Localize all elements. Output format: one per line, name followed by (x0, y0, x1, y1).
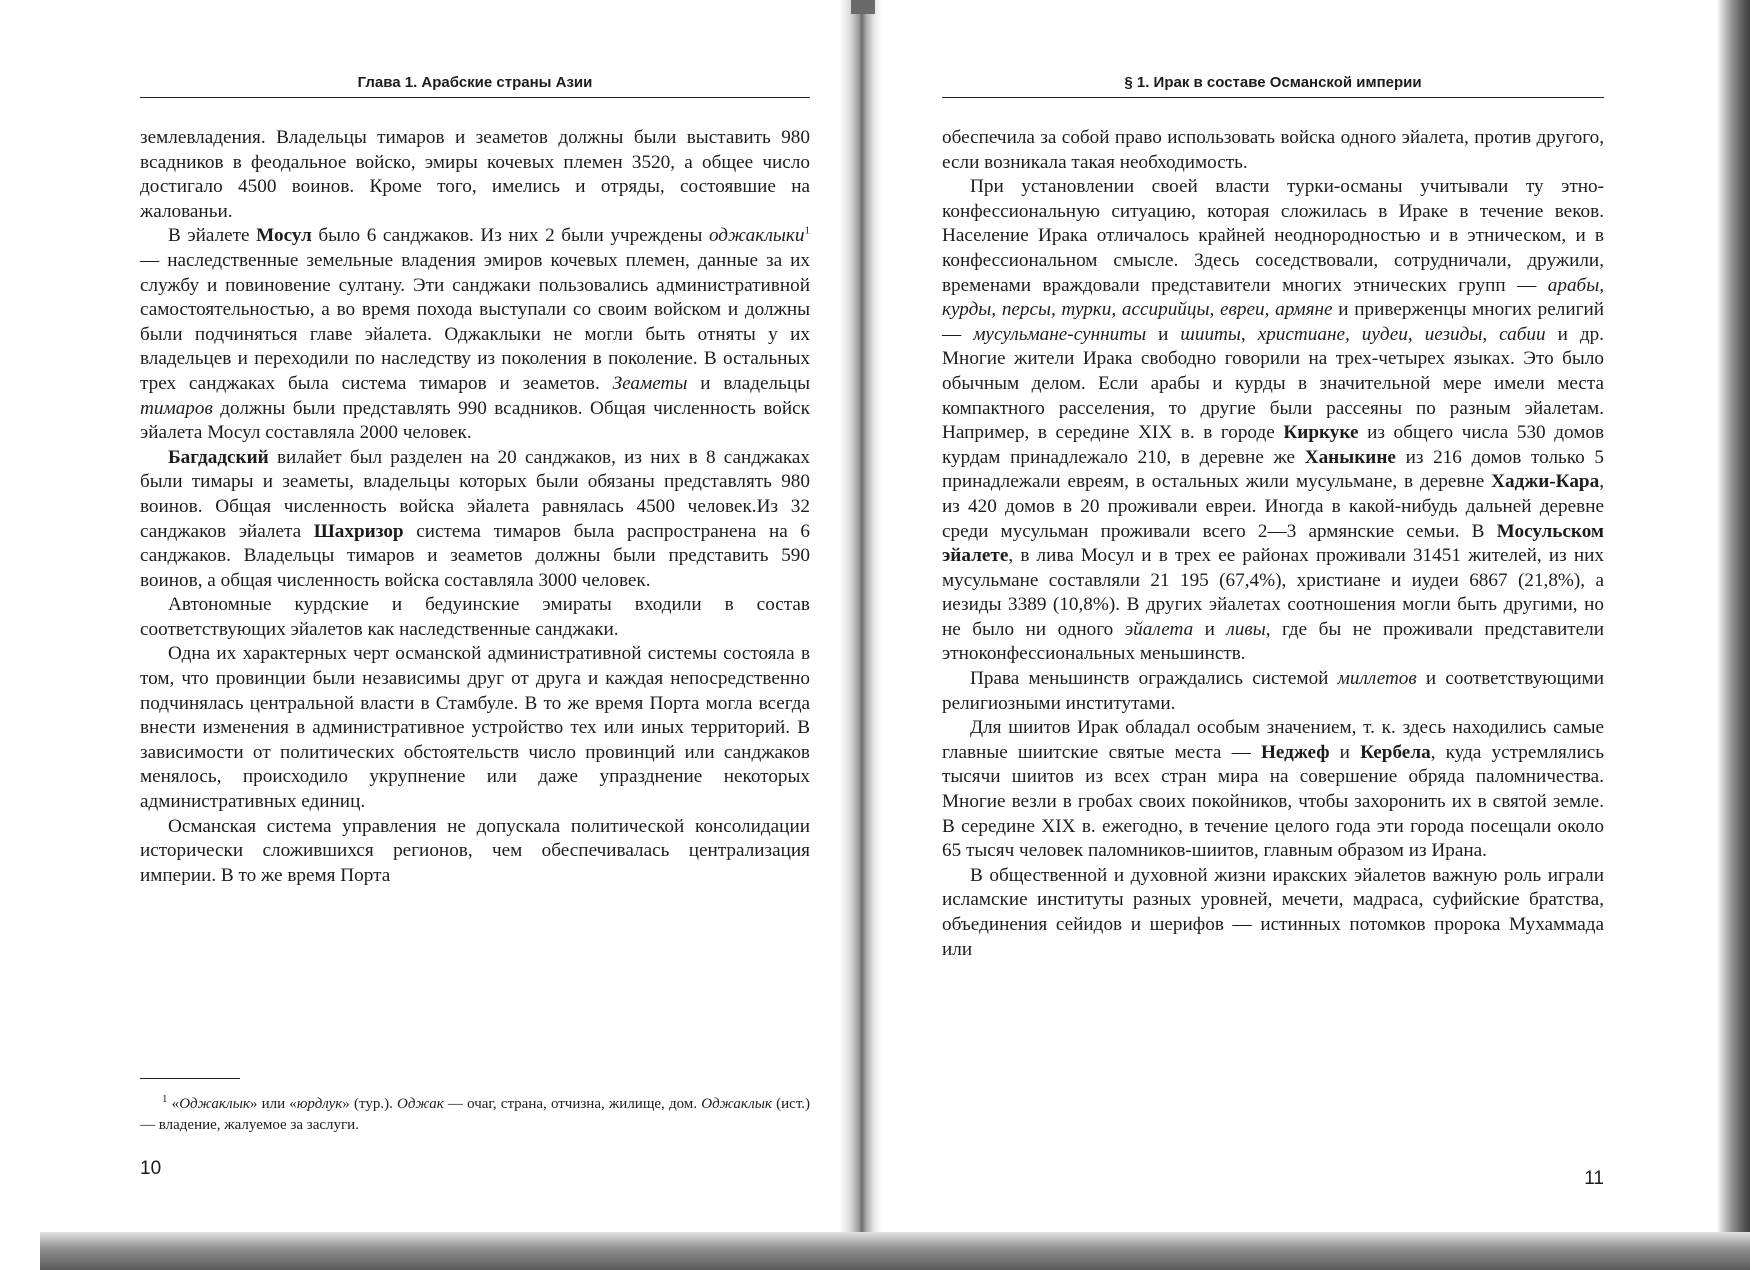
text-run: ливы (1226, 618, 1266, 640)
text-run: было 6 санджаков. Из них 2 были учреждены (311, 225, 709, 247)
text-run: и соответствующими религиозными институтами. (942, 668, 1605, 714)
page-edge-right (1718, 0, 1750, 1270)
paragraph (140, 815, 810, 889)
text-run: , куда устремлялись тысячи шиитов из всех стран мира на совершение обряда паломничества. Многие везли в гробах своих покойников, чтобы захоронить их в святой земле. В середине XIX в. ежегодно, в течение целого года эти города посещали около 65 тысяч человек паломников-шиитов, главным образом из Ирана. (942, 741, 1604, 862)
text-run: мусульмане-сунниты (973, 323, 1147, 345)
footnote-ref: 1 (804, 224, 810, 237)
text-run: и (1146, 323, 1181, 345)
text-run: , в лива Мосул и в трех ее районах проживали 31451 жителей, из них мусульмане составляли 21 195 (67,4%), христиане и иудеи 6867 (21,8%), а иезиды 3389 (10,8%). В других эйалетах соотношения могли быть другими, но не было ни одного (942, 545, 1604, 640)
footnote-rule (140, 1078, 240, 1079)
paragraph (140, 126, 810, 224)
footnote (140, 1094, 810, 1136)
paragraph (140, 446, 810, 594)
text-run: тимаров (140, 397, 213, 419)
text-run: Ханыкине (1304, 446, 1396, 468)
text-run: шииты, христиане, иудеи, иезиды, сабии (1180, 323, 1546, 345)
page-number: 10 (140, 1158, 162, 1179)
text-run: Неджеф (1260, 741, 1330, 763)
paragraph (942, 716, 1604, 864)
book-gutter (840, 0, 882, 1270)
text-run: и владельцы (687, 372, 810, 394)
text-run: При установлении своей власти турки-османы учитывали ту этно-конфессиональную ситуацию, которая сложилась в Ираке в течение веков. Население Ирака отличалось крайней неоднородностью и в этническом, и в конфессиональном смысле. Здесь соседствовали, сотрудничали, дружили, временами враждовали представители многих этнических групп — (942, 176, 1604, 296)
text-run: Багдадский (168, 446, 269, 468)
text-run: , где бы не проживали представители этноконфессиональных меньшинств. (942, 618, 1604, 665)
text-run: оджаклыки (708, 225, 805, 247)
text-run: и приверженцы многих религий — (942, 299, 1604, 345)
paragraph (140, 593, 810, 642)
text-run: Мосульском эйалете (942, 520, 1604, 567)
text-run: Османская система управления не допускала политической консолидации исторически сложившихся регионов, чем обеспечивалась централизация империи. В то же время Порта (140, 815, 810, 886)
text-run: Кербела (1360, 741, 1431, 763)
text-run: Киркуке (1283, 422, 1359, 444)
text-run: и (1193, 618, 1227, 640)
text-run: (ист.) — владение, жалуемое за заслуги. (140, 1096, 810, 1133)
body-text (942, 126, 1604, 962)
running-head: Глава 1. Арабские страны Азии (140, 74, 810, 98)
paragraph (942, 864, 1604, 962)
text-run: и др. Многие жители Ирака свободно говорили на трех-четырех языках. Это было обычным делом. Если арабы и курды в значительной мере имели места компактного расселения, то другие были рассеяны по разным эйалетам. Например, в середине XIX в. в городе (942, 323, 1604, 444)
text-run: — очаг, страна, отчизна, жилище, дом. (443, 1096, 702, 1112)
binding-tab (851, 0, 875, 14)
text-run: вилайет был разделен на 20 санджаков, из них в 8 санджаках были тимары и зеаметы, владельцы которых были обязаны представлять 980 воинов. Общая численность войска эйалета равнялась 4500 человек.Из 32 санджаков эйалета (140, 446, 810, 542)
text-run: » или « (249, 1096, 297, 1112)
paragraph (140, 224, 810, 445)
paragraph (140, 642, 810, 814)
text-run: Автономные курдские и бедуинские эмираты входили в состав соответствующих эйалетов как наследственные санджаки. (140, 594, 810, 640)
text-run: система тимаров была распространена на 6 санджаков. Владельцы тимаров и зеаметов должны были представить 590 воинов, а общая численность войска составляла 3000 человек. (140, 520, 810, 591)
text-run: В эйалете (168, 225, 257, 247)
text-run: арабы, курды, персы, турки, ассирийцы, евреи, армяне (942, 274, 1604, 321)
text-run: из 216 домов только 5 принадлежали евреям, в остальных жили мусульмане, в деревне (942, 446, 1604, 493)
text-run: « (167, 1096, 180, 1112)
paragraph (942, 126, 1604, 175)
text-run: Шахризор (313, 520, 404, 542)
page-edge-bottom (40, 1232, 1750, 1270)
text-run: должны были представлять 990 всадников. Общая численность войск эйалета Мосул составляла 2000 человек. (140, 397, 810, 444)
text-run: Оджаклык (701, 1096, 772, 1112)
page-number: 11 (1584, 1168, 1604, 1189)
body-text (140, 126, 810, 888)
text-run: Одна их характерных черт османской административной системы состояла в том, что провинции были независимы друг от друга и каждая непосредственно подчинялась центральной власти в Стамбуле. В то же время Порта могла всегда внести изменения в административное устройство тех или иных территорий. В зависимости от политических обстоятельств число провинций или санджаков менялось, происходило укрупнение или даже упразднение некоторых административных единиц. (140, 643, 810, 813)
running-head: § 1. Ирак в составе Османской империи (942, 74, 1604, 98)
paragraph (942, 667, 1604, 716)
paragraph (942, 175, 1604, 667)
text-run: юрдлук (296, 1096, 343, 1112)
text-run: » (тур.). (342, 1096, 398, 1112)
text-run: Мосул (256, 225, 312, 247)
text-run: Оджак (397, 1096, 444, 1112)
footnote-ref: 1 (162, 1093, 168, 1105)
text-run: , из 420 домов в 20 проживали евреи. Иногда в какой-нибудь дальней деревне среди мусульман проживали всего 2—3 армянские семьи. В (942, 471, 1604, 542)
text-run: В общественной и духовной жизни иракских эйалетов важную роль играли исламские институты разных уровней, мечети, мадраса, суфийские братства, объединения сейидов и шерифов — истинных потомков пророка Мухаммада или (942, 864, 1604, 960)
text-run: Оджаклык (179, 1096, 250, 1112)
text-run: Зеаметы (612, 372, 688, 394)
text-run: и (1329, 741, 1361, 763)
text-run: землевладения. Владельцы тимаров и зеаметов должны были выставить 980 всадников в феодальное войско, эмиры кочевых племен 3520, а общее число достигало 4500 воинов. Кроме того, имелись и отряды, состоявшие на жалованьи. (140, 127, 810, 222)
text-run: Для шиитов Ирак обладал особым значением, т. к. здесь находились самые главные шиитские святые места — (942, 717, 1604, 763)
footnote-text (140, 1094, 810, 1136)
text-run: из общего числа 530 домов курдам принадлежало 210, в деревне же (942, 422, 1605, 468)
text-run: миллетов (1337, 668, 1417, 690)
text-run: — наследственные земельные владения эмиров кочевых племен, данные за их службу и повиновение султану. Эти санджаки пользовались административной самостоятельностью, а во время похода выступали со своим войском и должны были подчиняться главе эйалета. Оджаклыки не могли быть отняты у их владельцев и переходили по наследству из поколения в поколение. В остальных трех санджаках была система тимаров и зеаметов. (140, 249, 810, 394)
text-run: эйалета (1124, 618, 1194, 640)
text-run: обеспечила за собой право использовать войска одного эйалета, против другого, если возникала такая необходимость. (942, 127, 1604, 173)
text-run: Права меньшинств ограждались системой (970, 668, 1338, 690)
text-run: Хаджи-Кара (1491, 471, 1600, 493)
